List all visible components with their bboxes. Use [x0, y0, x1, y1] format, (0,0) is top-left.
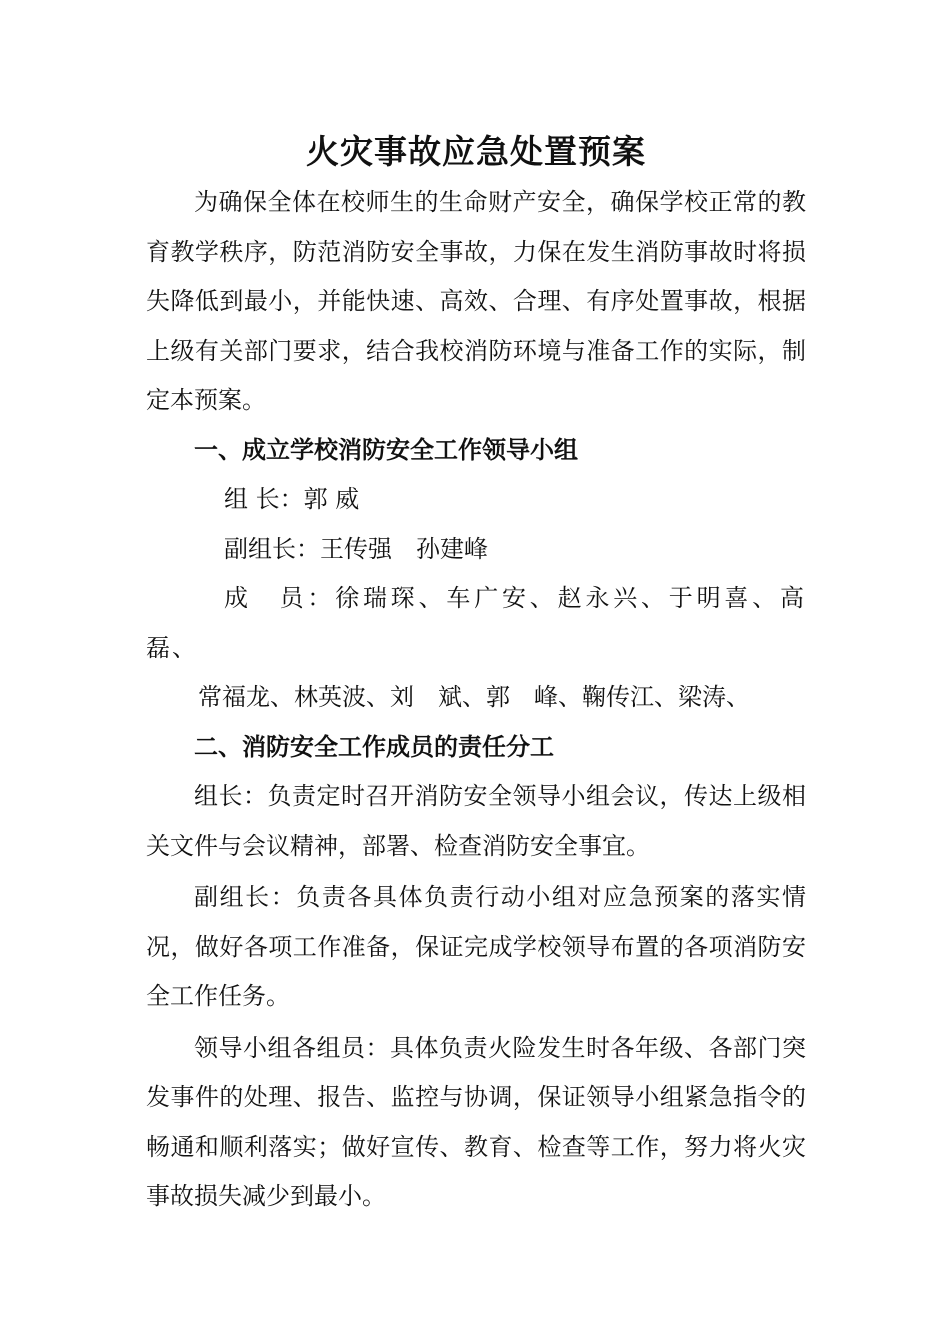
members-line-1: 成 员：徐瑞琛、车广安、赵永兴、于明喜、高磊、 [146, 584, 806, 662]
deputy-duty-paragraph: 副组长：负责各具体负责行动小组对应急预案的落实情况，做好各项工作准备，保证完成学校领导布置的各项消防安全工作任务。 [146, 883, 806, 1010]
section-2-heading: 二、消防安全工作成员的责任分工 [194, 732, 554, 761]
document-page [146, 128, 806, 1222]
members-duty-paragraph: 领导小组各组员：具体负责火险发生时各年级、各部门突发事件的处理、报告、监控与协调，保证领导小组紧急指令的畅通和顺利落实；做好宣传、教育、检查等工作，努力将火灾事故损失减少到最小。 [146, 1033, 806, 1210]
group-leader-line: 组 长：郭 威 [224, 485, 360, 513]
intro-paragraph: 为确保全体在校师生的生命财产安全，确保学校正常的教育教学秩序，防范消防安全事故，力保在发生消防事故时将损失降低到最小，并能快速、高效、合理、有序处置事故，根据上级有关部门要求，结合我校消防环境与准备工作的实际，制定本预案。 [146, 188, 806, 414]
deputy-leader-line: 副组长：王传强 孙建峰 [224, 534, 488, 563]
members-line-2: 常福龙、林英波、刘 斌、郭 峰、鞠传江、梁涛、 [198, 683, 750, 711]
section-1-heading: 一、成立学校消防安全工作领导小组 [194, 435, 578, 464]
document-title: 火灾事故应急处置预案 [306, 132, 646, 171]
leader-duty-paragraph: 组长：负责定时召开消防安全领导小组会议，传达上级相关文件与会议精神，部署、检查消防安全事宜。 [146, 782, 806, 860]
